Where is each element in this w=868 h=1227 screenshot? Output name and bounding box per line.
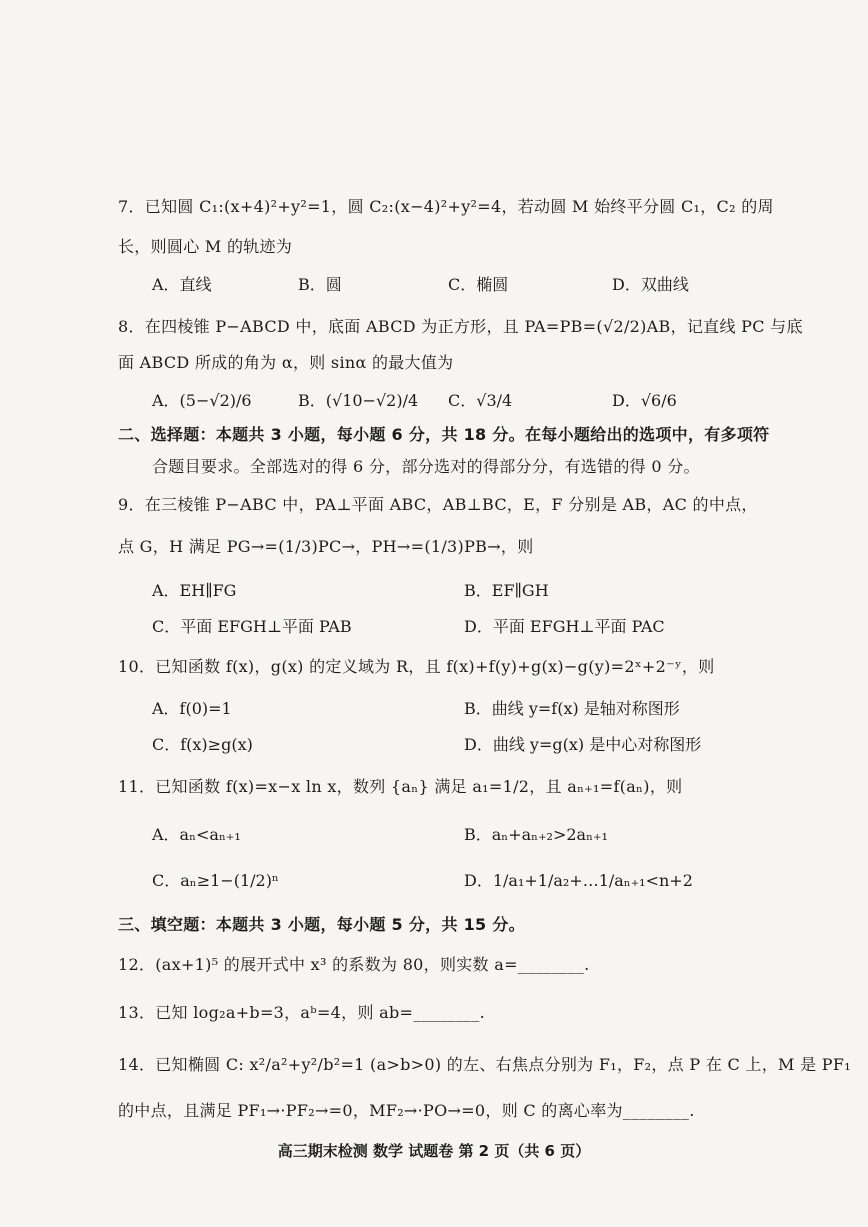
question-11-option-d: D．1/a₁+1/a₂+…1/aₙ₊₁<n+2	[464, 871, 693, 890]
question-8-option-c: C．√3/4	[448, 391, 513, 410]
section-3-header: 三、填空题：本题共 3 小题，每小题 5 分，共 15 分。	[118, 915, 525, 934]
question-7-option-d: D．双曲线	[612, 275, 689, 294]
question-7-option-c: C．椭圆	[448, 275, 509, 294]
question-14-text-line2: 的中点，且满足 PF₁→·PF₂→=0，MF₂→·PO→=0，则 C 的离心率为________.	[118, 1101, 695, 1120]
question-9-text-line1: 9．在三棱锥 P−ABC 中，PA⊥平面 ABC，AB⊥BC，E，F 分别是 AB，AC 的中点，	[118, 495, 758, 514]
section-2-instructions: 合题目要求。全部选对的得 6 分，部分选对的得部分分，有选错的得 0 分。	[152, 457, 700, 476]
question-9-option-c: C．平面 EFGH⊥平面 PAB	[152, 617, 352, 636]
question-14-text-line1: 14．已知椭圆 C: x²/a²+y²/b²=1 (a>b>0) 的左、右焦点分别为 F₁，F₂，点 P 在 C 上，M 是 PF₁	[118, 1055, 851, 1074]
question-7-option-b: B．圆	[298, 275, 342, 294]
question-10-option-a: A．f(0)=1	[152, 699, 232, 718]
question-8-option-a: A．(5−√2)/6	[152, 391, 252, 410]
question-8-text-line1: 8．在四棱锥 P−ABCD 中，底面 ABCD 为正方形，且 PA=PB=(√2/2)AB，记直线 PC 与底	[118, 317, 803, 336]
question-10-option-c: C．f(x)≥g(x)	[152, 735, 253, 754]
question-9-option-b: B．EF∥GH	[464, 581, 549, 600]
question-9-option-d: D．平面 EFGH⊥平面 PAC	[464, 617, 665, 636]
page-footer: 高三期末检测 数学 试题卷 第 2 页（共 6 页）	[277, 1142, 591, 1160]
question-13-text: 13．已知 log₂a+b=3，aᵇ=4，则 ab=________.	[118, 1003, 486, 1022]
question-8-option-d: D．√6/6	[612, 391, 677, 410]
question-11-option-b: B．aₙ+aₙ₊₂>2aₙ₊₁	[464, 825, 608, 844]
question-9-text-line2: 点 G，H 满足 PG→=(1/3)PC→，PH→=(1/3)PB→，则	[118, 537, 534, 556]
question-7-text-line1: 7．已知圆 C₁:(x+4)²+y²=1，圆 C₂:(x−4)²+y²=4，若动圆 M 始终平分圆 C₁，C₂ 的周	[118, 197, 774, 216]
question-7-text-line2: 长，则圆心 M 的轨迹为	[118, 237, 293, 256]
question-12-text: 12．(ax+1)⁵ 的展开式中 x³ 的系数为 80，则实数 a=________.	[118, 955, 590, 974]
question-11-option-c: C．aₙ≥1−(1/2)ⁿ	[152, 871, 279, 890]
question-9-option-a: A．EH∥FG	[152, 581, 237, 600]
question-7-option-a: A．直线	[152, 275, 212, 294]
question-10-option-b: B．曲线 y=f(x) 是轴对称图形	[464, 699, 680, 718]
question-10-text-line1: 10．已知函数 f(x)，g(x) 的定义域为 R，且 f(x)+f(y)+g(x)−g(y)=2ˣ+2⁻ʸ，则	[118, 657, 715, 676]
question-10-option-d: D．曲线 y=g(x) 是中心对称图形	[464, 735, 702, 754]
section-2-header: 二、选择题：本题共 3 小题，每小题 6 分，共 18 分。在每小题给出的选项中，有多项符	[118, 425, 770, 444]
question-11-text-line1: 11．已知函数 f(x)=x−x ln x，数列 {aₙ} 满足 a₁=1/2，且 aₙ₊₁=f(aₙ)，则	[118, 777, 683, 796]
question-8-option-b: B．(√10−√2)/4	[298, 391, 419, 410]
question-11-option-a: A．aₙ<aₙ₊₁	[152, 825, 241, 844]
question-8-text-line2: 面 ABCD 所成的角为 α，则 sinα 的最大值为	[118, 353, 454, 372]
